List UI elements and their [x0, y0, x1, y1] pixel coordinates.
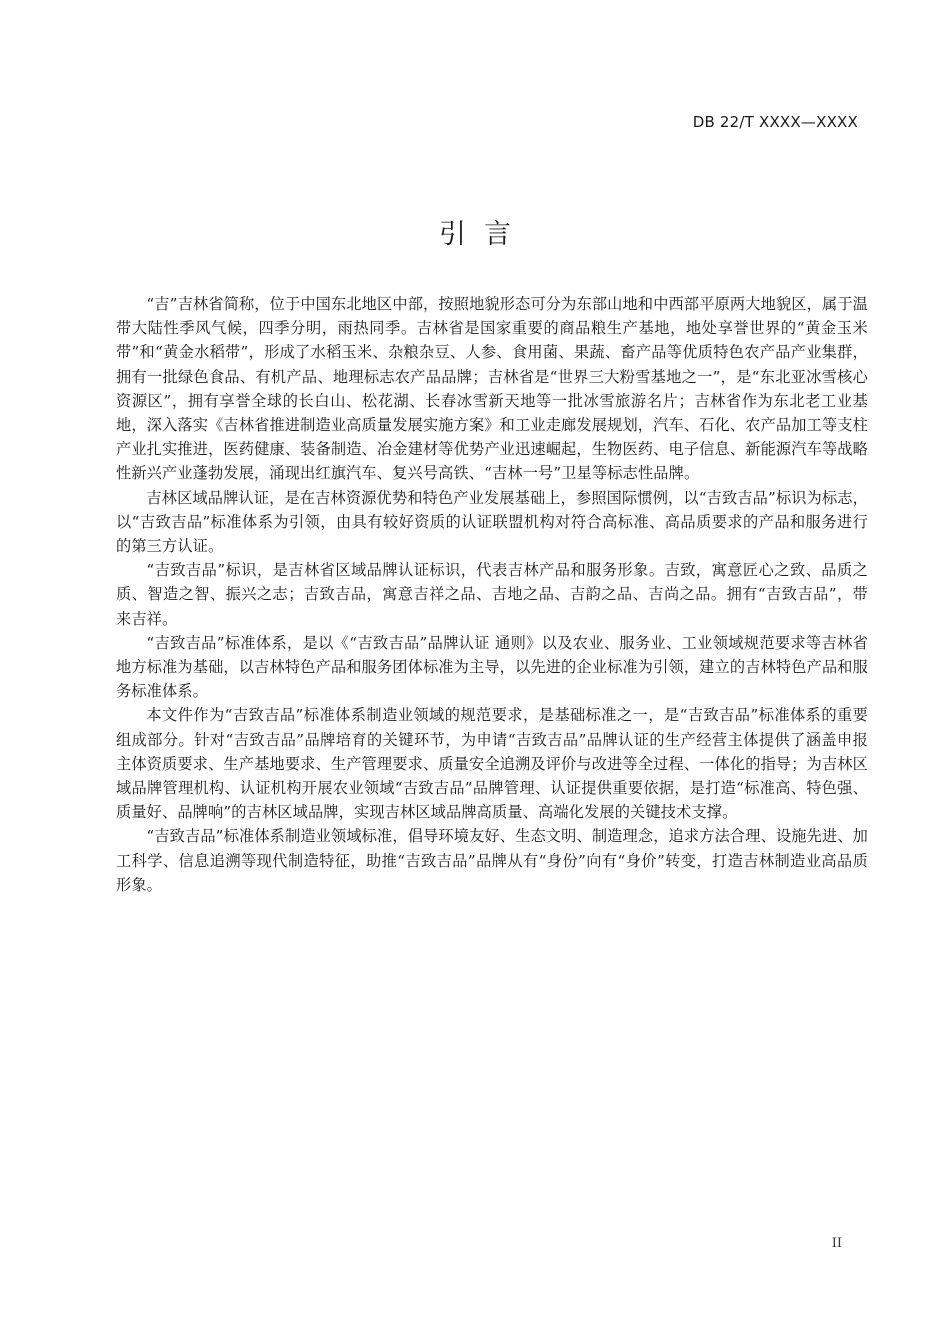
paragraph-manufacturing-standards: “吉致吉品”标准体系制造业领域标准，倡导环境友好、生态文明、制造理念，追求方法合理、设施先进、加工科学、信息追溯等现代制造特征，助推“吉致吉品”品牌从有“身份”向有“身价”转变，打造吉林制造业高品质形象。 [116, 827, 868, 894]
paragraph-document-scope: 本文件作为“吉致吉品”标准体系制造业领域的规范要求，是基础标准之一，是“吉致吉品”标准体系的重要组成部分。针对“吉致吉品”品牌培育的关键环节，为申请“吉致吉品”品牌认证的生产经营主体提供了涵盖申报主体资质要求、生产基地要求、生产管理要求、质量安全追溯及评价与改进等全过程、一体化的指导；为吉林区域品牌管理机构、认证机构开展农业领域“吉致吉品”品牌管理、认证提供重要依据，是打造“标准高、特色强、质量好、品牌响”的吉林区域品牌，实现吉林区域品牌高质量、高端化发展的关键技术支撑。 [116, 706, 868, 822]
page-title: 引言 [439, 219, 529, 250]
page-number: II [831, 1236, 842, 1251]
document-code: DB 22/T XXXX—XXXX [692, 113, 858, 131]
paragraph-jilin-overview: “吉”吉林省简称，位于中国东北地区中部，按照地貌形态可分为东部山地和中西部平原两大地貌区，属于温带大陆性季风气候，四季分明，雨热同季。吉林省是国家重要的商品粮生产基地，地处享誉世界的“黄金玉米带”和“黄金水稻带”，形成了水稻玉米、杂粮杂豆、人参、食用菌、果蔬、畜产品等优质特色农产品产业集群，拥有一批绿色食品、有机产品、地理标志农产品品牌；吉林省是“世界三大粉雪基地之一”，是“东北亚冰雪核心资源区”，拥有享誉全球的长白山、松花湖、长春冰雪新天地等一批冰雪旅游名片；吉林省作为东北老工业基地，深入落实《吉林省推进制造业高质量发展实施方案》和工业走廊发展规划，汽车、石化、农产品加工等支柱产业扎实推进，医药健康、装备制造、冶金建材等优势产业迅速崛起，生物医药、电子信息、新能源汽车等战略性新兴产业蓬勃发展，涌现出红旗汽车、复兴号高铁、“吉林一号”卫星等标志性品牌。 [116, 295, 868, 483]
paragraph-regional-brand-certification: 吉林区域品牌认证，是在吉林资源优势和特色产业发展基础上，参照国际惯例，以“吉致吉品”标识为标志，以“吉致吉品”标准体系为引领，由具有较好资质的认证联盟机构对符合高标准、高品质要求的产品和服务进行的第三方认证。 [116, 488, 868, 556]
paragraph-standard-system: “吉致吉品”标准体系，是以《“吉致吉品”品牌认证 通则》以及农业、服务业、工业领域规范要求等吉林省地方标准为基础，以吉林特色产品和服务团体标准为主导，以先进的企业标准为引领，建立的吉林特色产品和服务标准体系。 [116, 633, 868, 701]
paragraph-brand-mark: “吉致吉品”标识，是吉林省区域品牌认证标识，代表吉林产品和服务形象。吉致，寓意匠心之致、品质之质、智造之智、振兴之志；吉致吉品，寓意吉祥之品、吉地之品、吉韵之品、吉尚之品。拥有“吉致吉品”，带来吉祥。 [116, 561, 868, 628]
introduction-body [116, 292, 868, 897]
